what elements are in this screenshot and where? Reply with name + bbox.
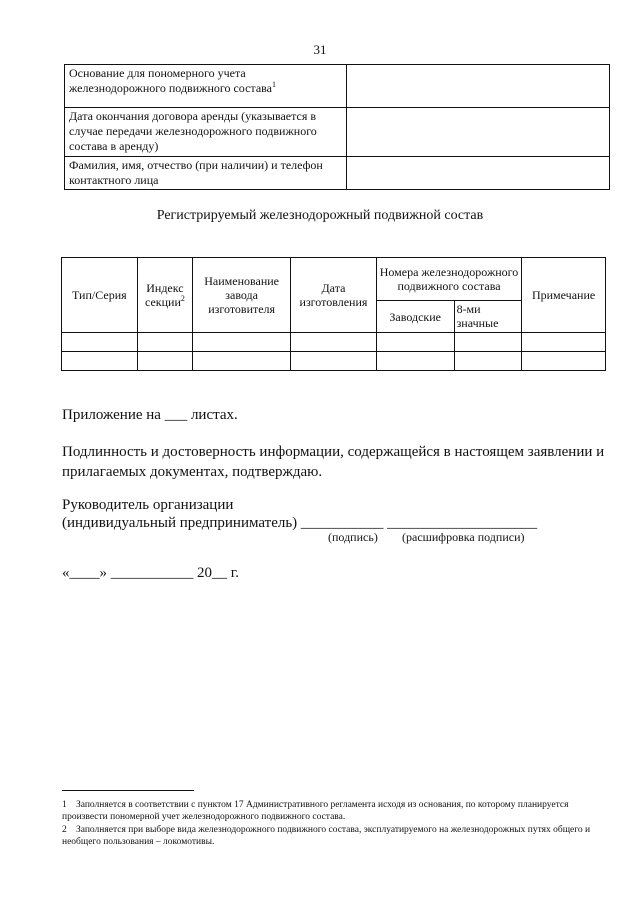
attachment-line: Приложение на ___ листах. [62, 407, 238, 423]
cell[interactable] [291, 333, 377, 352]
signature-caption: (подпись) [328, 530, 378, 544]
footnote-1 [62, 799, 610, 823]
cell[interactable] [137, 333, 193, 352]
decoding-caption: (расшифровка подписи) [402, 530, 525, 544]
head-line-2: (индивидуальный предприниматель) ___________ ____________________ [62, 515, 538, 531]
lease-end-value[interactable] [347, 108, 610, 157]
footnote-mark: 2 [62, 825, 67, 835]
cell[interactable] [454, 333, 522, 352]
basis-value[interactable] [347, 65, 610, 108]
vehicle-row [62, 333, 606, 352]
footnote-text: Заполняется при выборе вида железнодорожного подвижного состава, эксплуатируемого на железнодорожных путях общего и необщего пользования – локомотивы. [62, 825, 591, 847]
footnote-ref-1: 1 [272, 80, 276, 89]
basis-label: Основание для пономерного учета железнодорожного подвижного состава$^1$ [65, 65, 347, 108]
cell[interactable] [62, 333, 138, 352]
info-row-lease-end [65, 108, 610, 157]
lease-end-label: Дата окончания договора аренды (указывается в случае передачи железнодорожного подвижного состава в аренду) [65, 108, 347, 157]
col-date: Дата изготовления [291, 258, 377, 333]
vehicle-row [62, 352, 606, 371]
cell[interactable] [522, 333, 606, 352]
contact-value[interactable] [347, 157, 610, 190]
footnote-divider [62, 790, 194, 791]
footnote-2 [62, 824, 610, 848]
page-number: 31 [313, 42, 327, 57]
date-line: «____» ___________ 20__ г. [62, 565, 239, 581]
cell[interactable] [291, 352, 377, 371]
col-factory: Заводские [376, 301, 454, 333]
confirmation-text: Подлинность и достоверность информации, содержащейся в настоящем заявлении и прилагаемых документах, подтверждаю. [62, 444, 605, 480]
col-eight-digit: 8-ми значные [454, 301, 522, 333]
cell[interactable] [522, 352, 606, 371]
cell[interactable] [193, 352, 291, 371]
section-title: Регистрируемый железнодорожный подвижной состав [156, 208, 484, 223]
cell[interactable] [454, 352, 522, 371]
col-note: Примечание [522, 258, 606, 333]
cell[interactable] [376, 333, 454, 352]
col-type: Тип/Серия [62, 258, 138, 333]
info-row-basis [65, 65, 610, 108]
col-manufacturer: Наименование завода изготовителя [193, 258, 291, 333]
info-row-contact [65, 157, 610, 190]
vehicle-table [61, 257, 606, 371]
col-index: Индекс секции$^2$ [137, 258, 193, 333]
footnote-ref-2: 2 [180, 294, 185, 303]
col-numbers: Номера железнодорожного подвижного состава [376, 258, 521, 301]
head-line-1: Руководитель организации [62, 497, 234, 513]
contact-label: Фамилия, имя, отчество (при наличии) и телефон контактного лица [65, 157, 347, 190]
cell[interactable] [62, 352, 138, 371]
vehicle-header-row [62, 258, 606, 301]
cell[interactable] [376, 352, 454, 371]
footnote-text: Заполняется в соответствии с пунктом 17 Административного регламента исходя из основания, по которому планируется произвести пономерной учет железнодорожного подвижного состава. [62, 800, 569, 822]
info-table [64, 64, 610, 190]
cell[interactable] [193, 333, 291, 352]
cell[interactable] [137, 352, 193, 371]
footnote-mark: 1 [62, 800, 67, 810]
